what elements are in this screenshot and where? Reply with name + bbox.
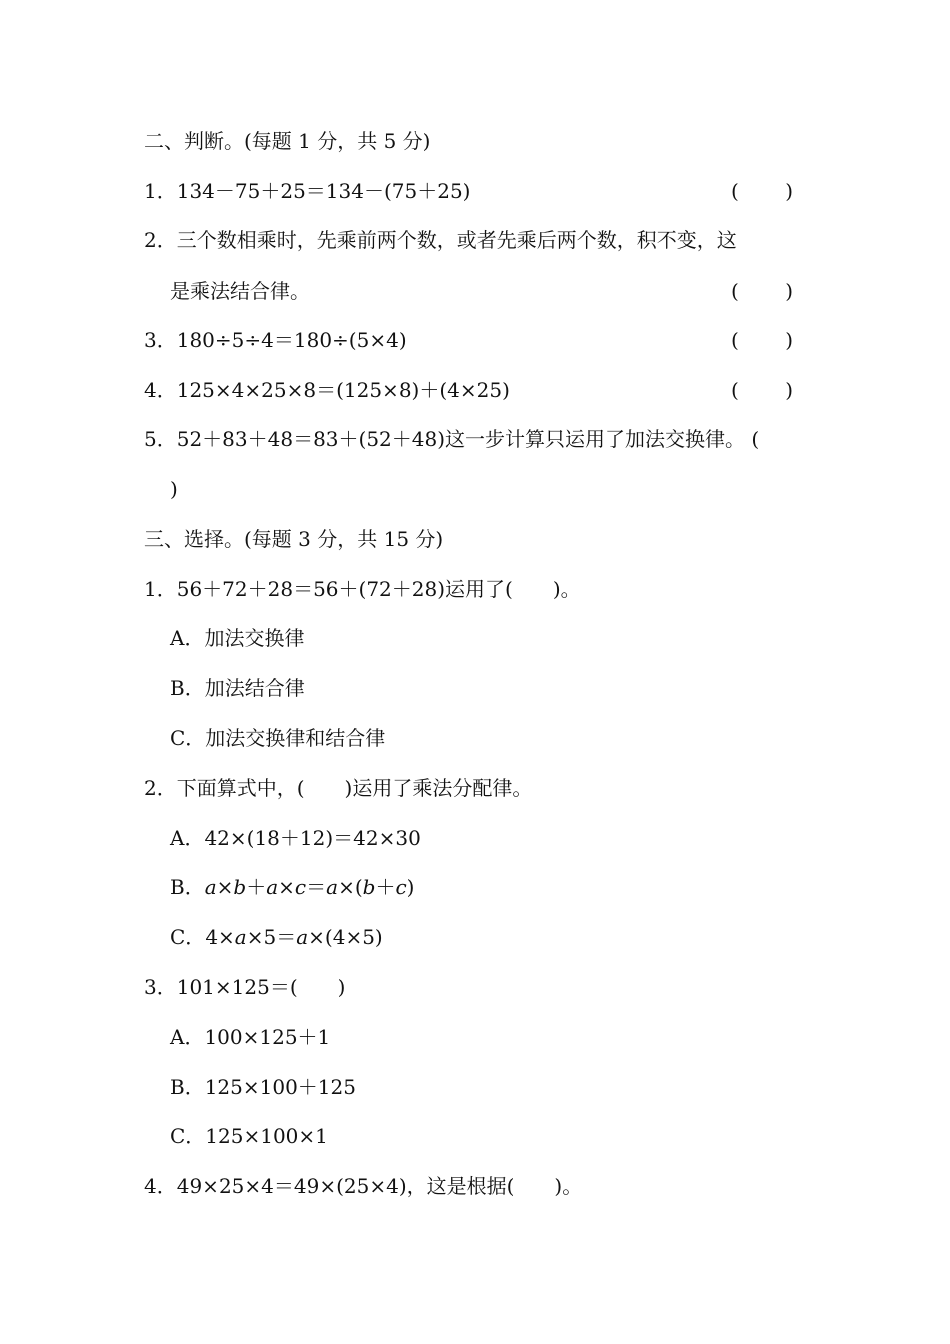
item-text: 52＋83＋48＝83＋(52＋48)这一步计算只运用了加法交换律。 (	[176, 427, 760, 451]
op: ＋	[375, 875, 396, 899]
paren-close: )	[785, 378, 793, 402]
option-label: C．	[170, 925, 206, 949]
paren-open: (	[731, 378, 739, 402]
var-a: a	[326, 875, 339, 899]
question-text: 下面算式中，( )运用了乘法分配律。	[176, 776, 533, 800]
answer-parens-1[interactable]	[731, 174, 793, 208]
judge-item-1	[144, 174, 470, 208]
answer-parens-3[interactable]	[731, 323, 793, 357]
question-number: 3．	[144, 975, 177, 999]
var-b: b	[233, 875, 247, 899]
var-c: c	[395, 875, 407, 899]
op: ×	[278, 875, 295, 899]
choice-question-4	[144, 1169, 582, 1203]
paren-close: )	[785, 328, 793, 352]
item-number: 2．	[144, 228, 177, 252]
choice-question-2	[144, 771, 532, 805]
section3-heading: 三、选择。(每题 3 分，共 15 分)	[144, 527, 444, 551]
item-text: 125×4×25×8＝(125×8)＋(4×25)	[176, 378, 510, 402]
var-c: c	[294, 875, 307, 899]
answer-parens-4[interactable]	[731, 373, 793, 407]
op: )	[406, 875, 415, 899]
question-number: 1．	[144, 577, 177, 601]
choice-question-3	[144, 970, 345, 1004]
var-b: b	[362, 875, 376, 899]
judge-item-4	[144, 373, 510, 407]
judge-item-5	[144, 422, 759, 456]
choice-question-1	[144, 572, 581, 606]
judge-item-5-continued: )	[170, 477, 178, 501]
var-a: a	[266, 875, 279, 899]
question-number: 4．	[144, 1174, 177, 1198]
op: ×(	[338, 875, 363, 899]
question-number: 2．	[144, 776, 177, 800]
paren-close: )	[785, 279, 793, 303]
answer-parens-2[interactable]	[731, 274, 793, 308]
option-label: B．	[170, 875, 205, 899]
expr: ×5＝	[246, 925, 297, 949]
section2-heading: 二、判断。(每题 1 分，共 5 分)	[144, 129, 431, 153]
var-a: a	[234, 925, 247, 949]
q2-option-c[interactable]	[170, 920, 383, 954]
q3-option-a[interactable]: A．100×125＋1	[170, 1025, 331, 1049]
q2-option-a[interactable]: A．42×(18＋12)＝42×30	[170, 826, 421, 850]
judge-item-2	[144, 223, 737, 257]
op: ×	[216, 875, 234, 899]
paren-open: (	[731, 179, 739, 203]
paren-open: (	[731, 279, 739, 303]
paren-open: (	[731, 328, 739, 352]
op: ＋	[246, 875, 267, 899]
item-number: 5．	[144, 427, 177, 451]
question-text: 49×25×4＝49×(25×4)，这是根据( )。	[176, 1174, 583, 1198]
question-text: 101×125＝( )	[176, 975, 346, 999]
q3-option-c[interactable]: C．125×100×1	[170, 1124, 328, 1148]
q1-option-c[interactable]: C．加法交换律和结合律	[170, 726, 386, 750]
q2-option-b[interactable]	[170, 870, 414, 904]
item-text: 180÷5÷4＝180÷(5×4)	[176, 328, 407, 352]
op: ＝	[306, 875, 327, 899]
item-text: 三个数相乘时，先乘前两个数，或者先乘后两个数，积不变，这	[176, 228, 737, 252]
q1-option-b[interactable]: B．加法结合律	[170, 676, 305, 700]
item-number: 1．	[144, 179, 177, 203]
judge-item-2-continued: 是乘法结合律。	[170, 279, 310, 303]
var-a: a	[296, 925, 309, 949]
q1-option-a[interactable]: A．加法交换律	[170, 626, 305, 650]
question-text: 56＋72＋28＝56＋(72＋28)运用了( )。	[176, 577, 581, 601]
expr: 4×	[205, 925, 235, 949]
var-a: a	[204, 875, 217, 899]
expr: ×(4×5)	[308, 925, 383, 949]
item-text: 134－75＋25＝134－(75＋25)	[176, 179, 471, 203]
item-number: 3．	[144, 328, 177, 352]
paren-close: )	[785, 179, 793, 203]
item-number: 4．	[144, 378, 177, 402]
judge-item-3	[144, 323, 407, 357]
q3-option-b[interactable]: B．125×100＋125	[170, 1075, 356, 1099]
